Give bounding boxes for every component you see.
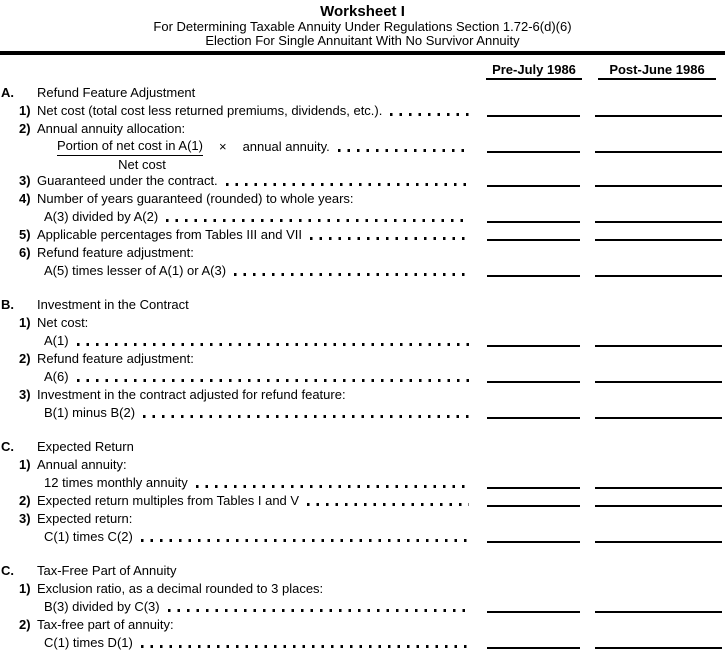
answer-line-post-june[interactable] bbox=[595, 115, 722, 117]
answer-line-pre-july[interactable] bbox=[487, 541, 580, 543]
section-row bbox=[0, 562, 725, 580]
item-text: Net cost (total cost less returned premiums, dividends, etc.). bbox=[37, 103, 383, 118]
item-number: 6) bbox=[19, 245, 31, 260]
section-title: Refund Feature Adjustment bbox=[37, 85, 196, 100]
section-letter: B. bbox=[1, 297, 14, 312]
item-text: Number of years guaranteed (rounded) to whole years: bbox=[37, 191, 354, 206]
answer-line-pre-july[interactable] bbox=[487, 185, 580, 187]
section-row bbox=[0, 84, 725, 102]
item-number: 2) bbox=[19, 351, 31, 366]
answer-line-pre-july[interactable] bbox=[487, 115, 580, 117]
dot-leader bbox=[168, 609, 469, 612]
worksheet-row bbox=[0, 262, 725, 280]
worksheet-body bbox=[0, 81, 725, 652]
answer-line-pre-july[interactable] bbox=[487, 611, 580, 613]
answer-line-pre-july[interactable] bbox=[487, 239, 580, 241]
fraction-denominator-row bbox=[0, 156, 725, 172]
item-text: Exclusion ratio, as a decimal rounded to 3 places: bbox=[37, 581, 324, 596]
item-sub-text: A(5) times lesser of A(1) or A(3) bbox=[44, 263, 227, 278]
item-sub-text: A(1) bbox=[44, 333, 69, 348]
item-sub-text: C(1) times C(2) bbox=[44, 529, 133, 544]
item-number: 1) bbox=[19, 457, 31, 472]
item-text: Refund feature adjustment: bbox=[37, 245, 194, 260]
dot-leader bbox=[196, 485, 469, 488]
item-sub-text: B(1) minus B(2) bbox=[44, 405, 136, 420]
section-row bbox=[0, 438, 725, 456]
item-number: 2) bbox=[19, 493, 31, 508]
item-number: 1) bbox=[19, 103, 31, 118]
section-title: Investment in the Contract bbox=[37, 297, 189, 312]
item-text: Tax-free part of annuity: bbox=[37, 617, 174, 632]
worksheet-row bbox=[0, 528, 725, 546]
worksheet-row bbox=[0, 386, 725, 404]
item-number: 2) bbox=[19, 121, 31, 136]
section-letter: A. bbox=[1, 85, 14, 100]
answer-line-post-june[interactable] bbox=[595, 505, 722, 507]
answer-line-post-june[interactable] bbox=[595, 541, 722, 543]
item-text: Net cost: bbox=[37, 315, 89, 330]
dot-leader bbox=[307, 503, 469, 506]
dot-leader bbox=[77, 343, 469, 346]
fraction-denominator: Net cost bbox=[118, 157, 166, 172]
answer-line-post-june[interactable] bbox=[595, 647, 722, 649]
dot-leader bbox=[141, 539, 469, 542]
worksheet-row bbox=[0, 474, 725, 492]
item-number: 1) bbox=[19, 581, 31, 596]
item-sub-text: A(3) divided by A(2) bbox=[44, 209, 159, 224]
answer-line-pre-july[interactable] bbox=[487, 221, 580, 223]
item-number: 4) bbox=[19, 191, 31, 206]
section-letter: C. bbox=[1, 439, 14, 454]
item-text: Annual annuity: bbox=[37, 457, 127, 472]
answer-line-pre-july[interactable] bbox=[487, 345, 580, 347]
dot-leader bbox=[390, 113, 469, 116]
answer-line-post-june[interactable] bbox=[595, 275, 722, 277]
answer-line-pre-july[interactable] bbox=[487, 275, 580, 277]
multiply-sign: × bbox=[218, 139, 227, 154]
section-title: Expected Return bbox=[37, 439, 134, 454]
section-row bbox=[0, 296, 725, 314]
worksheet-row bbox=[0, 368, 725, 386]
subtitle-line-2: Election For Single Annuitant With No Survivor Annuity bbox=[205, 33, 520, 48]
item-text: Applicable percentages from Tables III and VII bbox=[37, 227, 302, 242]
item-text: Expected return: bbox=[37, 511, 133, 526]
answer-line-post-june[interactable] bbox=[595, 417, 722, 419]
worksheet-row bbox=[0, 120, 725, 138]
answer-line-pre-july[interactable] bbox=[487, 151, 580, 153]
column-header-post-june: Post-June 1986 bbox=[598, 62, 716, 80]
dot-leader bbox=[338, 149, 469, 152]
answer-line-pre-july[interactable] bbox=[487, 381, 580, 383]
item-text: Guaranteed under the contract. bbox=[37, 173, 218, 188]
section-letter: C. bbox=[1, 563, 14, 578]
dot-leader bbox=[226, 183, 469, 186]
worksheet-row bbox=[0, 598, 725, 616]
worksheet-row bbox=[0, 102, 725, 120]
answer-line-post-june[interactable] bbox=[595, 151, 722, 153]
worksheet-row bbox=[0, 404, 725, 422]
answer-line-pre-july[interactable] bbox=[487, 505, 580, 507]
answer-line-pre-july[interactable] bbox=[487, 417, 580, 419]
dot-leader bbox=[143, 415, 469, 418]
worksheet-row bbox=[0, 208, 725, 226]
dot-leader bbox=[310, 237, 469, 240]
item-number: 5) bbox=[19, 227, 31, 242]
answer-line-post-june[interactable] bbox=[595, 239, 722, 241]
item-number: 1) bbox=[19, 315, 31, 330]
column-header-pre-july: Pre-July 1986 bbox=[486, 62, 582, 80]
item-sub-text: 12 times monthly annuity bbox=[44, 475, 188, 490]
worksheet-row bbox=[0, 190, 725, 208]
dot-leader bbox=[141, 645, 469, 648]
subtitle-line-1: For Determining Taxable Annuity Under Regulations Section 1.72-6(d)(6) bbox=[153, 19, 572, 34]
fraction-numerator: Portion of net cost in A(1) bbox=[57, 137, 203, 156]
answer-line-post-june[interactable] bbox=[595, 345, 722, 347]
column-headers bbox=[0, 55, 725, 81]
worksheet-row bbox=[0, 510, 725, 528]
item-text: Refund feature adjustment: bbox=[37, 351, 194, 366]
item-sub-text: C(1) times D(1) bbox=[44, 635, 133, 650]
worksheet-header bbox=[0, 0, 725, 48]
worksheet-row bbox=[0, 456, 725, 474]
worksheet-row bbox=[0, 332, 725, 350]
item-text: Expected return multiples from Tables I and V bbox=[37, 493, 300, 508]
worksheet-row bbox=[0, 244, 725, 262]
worksheet-row bbox=[0, 314, 725, 332]
item-sub-text: B(3) divided by C(3) bbox=[44, 599, 160, 614]
item-sub-text: A(6) bbox=[44, 369, 69, 384]
worksheet-row bbox=[0, 616, 725, 634]
answer-line-pre-july[interactable] bbox=[487, 647, 580, 649]
page-title: Worksheet I bbox=[320, 3, 405, 20]
worksheet-row bbox=[0, 492, 725, 510]
item-text: Investment in the contract adjusted for refund feature: bbox=[37, 387, 346, 402]
answer-line-post-june[interactable] bbox=[595, 221, 722, 223]
fraction-suffix: annual annuity. bbox=[242, 139, 330, 154]
answer-line-post-june[interactable] bbox=[595, 487, 722, 489]
fraction-row bbox=[0, 138, 725, 156]
worksheet-row bbox=[0, 580, 725, 598]
item-number: 2) bbox=[19, 617, 31, 632]
worksheet-row bbox=[0, 634, 725, 652]
answer-line-pre-july[interactable] bbox=[487, 487, 580, 489]
item-text: Annual annuity allocation: bbox=[37, 121, 186, 136]
worksheet-row bbox=[0, 226, 725, 244]
item-number: 3) bbox=[19, 387, 31, 402]
section-title: Tax-Free Part of Annuity bbox=[37, 563, 177, 578]
dot-leader bbox=[166, 219, 469, 222]
item-number: 3) bbox=[19, 173, 31, 188]
dot-leader bbox=[234, 273, 469, 276]
answer-line-post-june[interactable] bbox=[595, 381, 722, 383]
answer-line-post-june[interactable] bbox=[595, 185, 722, 187]
item-number: 3) bbox=[19, 511, 31, 526]
dot-leader bbox=[77, 379, 469, 382]
worksheet-row bbox=[0, 172, 725, 190]
answer-line-post-june[interactable] bbox=[595, 611, 722, 613]
worksheet-row bbox=[0, 350, 725, 368]
